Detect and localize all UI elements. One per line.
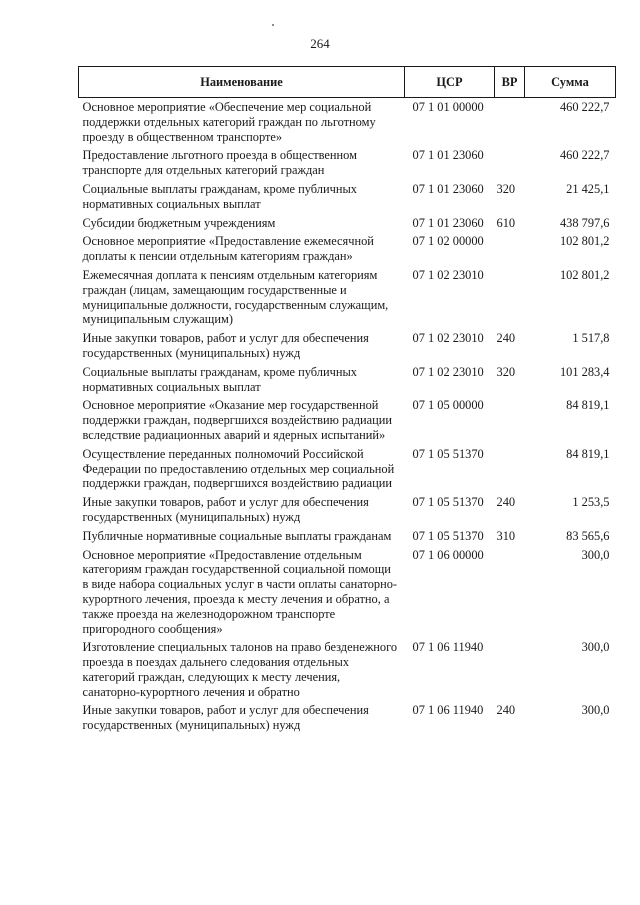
row-sum: 101 283,4 [559, 364, 610, 379]
row-name: Субсидии бюджетным учреждениям [82, 215, 276, 230]
row-vr [495, 640, 525, 703]
table-row [79, 447, 616, 495]
row-sum: 438 797,6 [559, 215, 610, 230]
row-csr: 07 1 01 23060 [412, 148, 484, 163]
row-csr: 07 1 02 00000 [412, 234, 484, 249]
row-name: Изготовление специальных талонов на право безденежного проезда в поездах дальнего следования отдельных категорий граждан, следующих к месту лечения, санаторно-курортного лечения и обратно [82, 640, 398, 699]
row-vr [495, 98, 525, 149]
row-name: Осуществление переданных полномочий Российской Федерации по предоставлению отдельных мер социальной поддержки граждан, подвергшихся воздействию радиации [82, 446, 395, 491]
row-name: Публичные нормативные социальные выплаты гражданам [82, 528, 392, 543]
row-sum: 102 801,2 [559, 234, 610, 249]
row-csr: 07 1 05 51370 [412, 495, 484, 510]
page-number: 264 [310, 36, 330, 51]
header-name: Наименование [79, 67, 405, 98]
row-name: Иные закупки товаров, работ и услуг для обеспечения государственных (муниципальных) нужд [82, 495, 369, 524]
scan-speck [272, 24, 274, 26]
table-row [79, 495, 616, 529]
row-name: Иные закупки товаров, работ и услуг для обеспечения государственных (муниципальных) нужд [82, 703, 369, 733]
row-sum: 300,0 [581, 547, 610, 562]
row-sum: 84 819,1 [566, 446, 610, 461]
row-sum: 1 253,5 [572, 495, 610, 510]
header-sum: Сумма [525, 67, 616, 98]
row-vr [495, 234, 525, 268]
table-row [79, 234, 616, 268]
budget-table [78, 66, 616, 737]
row-vr: 240 [496, 495, 516, 510]
row-name: Основное мероприятие «Обеспечение мер социальной поддержки отдельных категорий граждан по льготному проезду в общественном транспорте» [82, 100, 376, 144]
row-name: Основное мероприятие «Предоставление отдельным категориям граждан государственной социальной помощи в виде набора социальных услуг в части оплаты санаторно-курортного лечения, проезда к месту лечения и обратно, а также проезда на железнодорожном транспорте пригородного сообщения» [82, 547, 398, 636]
table-header [79, 67, 616, 98]
row-vr [495, 148, 525, 182]
table-row [79, 148, 616, 182]
table-row [79, 398, 616, 446]
row-sum: 1 517,8 [572, 331, 610, 346]
row-csr: 07 1 05 00000 [412, 398, 484, 413]
row-csr: 07 1 02 23010 [412, 331, 484, 346]
row-sum: 102 801,2 [559, 267, 610, 282]
row-sum: 84 819,1 [566, 398, 610, 413]
row-csr: 07 1 02 23010 [412, 364, 484, 379]
row-name: Ежемесячная доплата к пенсиям отдельным категориям граждан (лицам, замещающим государственные и муниципальные должности, государственным служащим, муниципальным служащим) [82, 267, 389, 327]
row-sum: 300,0 [581, 640, 610, 655]
row-csr: 07 1 02 23010 [412, 267, 484, 282]
row-csr: 07 1 06 00000 [412, 547, 484, 562]
table-row [79, 331, 616, 365]
row-vr: 320 [496, 364, 516, 379]
table-row [79, 548, 616, 641]
row-sum: 83 565,6 [566, 528, 610, 543]
row-vr [495, 447, 525, 495]
row-sum: 21 425,1 [566, 181, 610, 196]
row-name: Социальные выплаты гражданам, кроме публичных нормативных социальных выплат [82, 364, 357, 394]
row-csr: 07 1 01 23060 [412, 181, 484, 196]
table-row [79, 703, 616, 737]
row-vr [495, 398, 525, 446]
header-row [79, 67, 616, 98]
row-sum: 460 222,7 [559, 148, 610, 163]
row-name: Основное мероприятие «Оказание мер государственной поддержки граждан, подвергшихся воздействию радиации вследствие радиационных аварий и ядерных испытаний» [82, 398, 393, 442]
table-row [79, 182, 616, 216]
row-vr: 240 [496, 703, 516, 718]
table-body [79, 98, 616, 738]
row-sum: 460 222,7 [559, 100, 610, 114]
row-vr: 310 [496, 528, 516, 543]
row-vr: 610 [496, 215, 516, 230]
header-csr: ЦСР [405, 67, 495, 98]
table-row [79, 640, 616, 703]
row-name: Предоставление льготного проезда в общественном транспорте для отдельных категорий граждан [82, 148, 357, 178]
header-vr: ВР [495, 67, 525, 98]
row-vr [495, 268, 525, 331]
row-csr: 07 1 01 00000 [412, 100, 484, 114]
row-vr [495, 548, 525, 641]
table-row [79, 268, 616, 331]
row-csr: 07 1 05 51370 [412, 446, 484, 461]
row-name: Основное мероприятие «Предоставление ежемесячной доплаты к пенсии отдельным категориям граждан» [82, 234, 374, 264]
row-vr: 320 [496, 181, 516, 196]
row-csr: 07 1 06 11940 [412, 703, 484, 718]
row-name: Иные закупки товаров, работ и услуг для обеспечения государственных (муниципальных) нужд [82, 331, 369, 360]
row-name: Социальные выплаты гражданам, кроме публичных нормативных социальных выплат [82, 181, 357, 211]
table-row [79, 529, 616, 548]
table-row [79, 365, 616, 399]
row-csr: 07 1 05 51370 [412, 528, 484, 543]
row-vr: 240 [496, 331, 516, 346]
table-row [79, 216, 616, 235]
table-row [79, 98, 616, 149]
row-sum: 300,0 [581, 703, 610, 718]
row-csr: 07 1 06 11940 [412, 640, 484, 655]
row-csr: 07 1 01 23060 [412, 215, 484, 230]
